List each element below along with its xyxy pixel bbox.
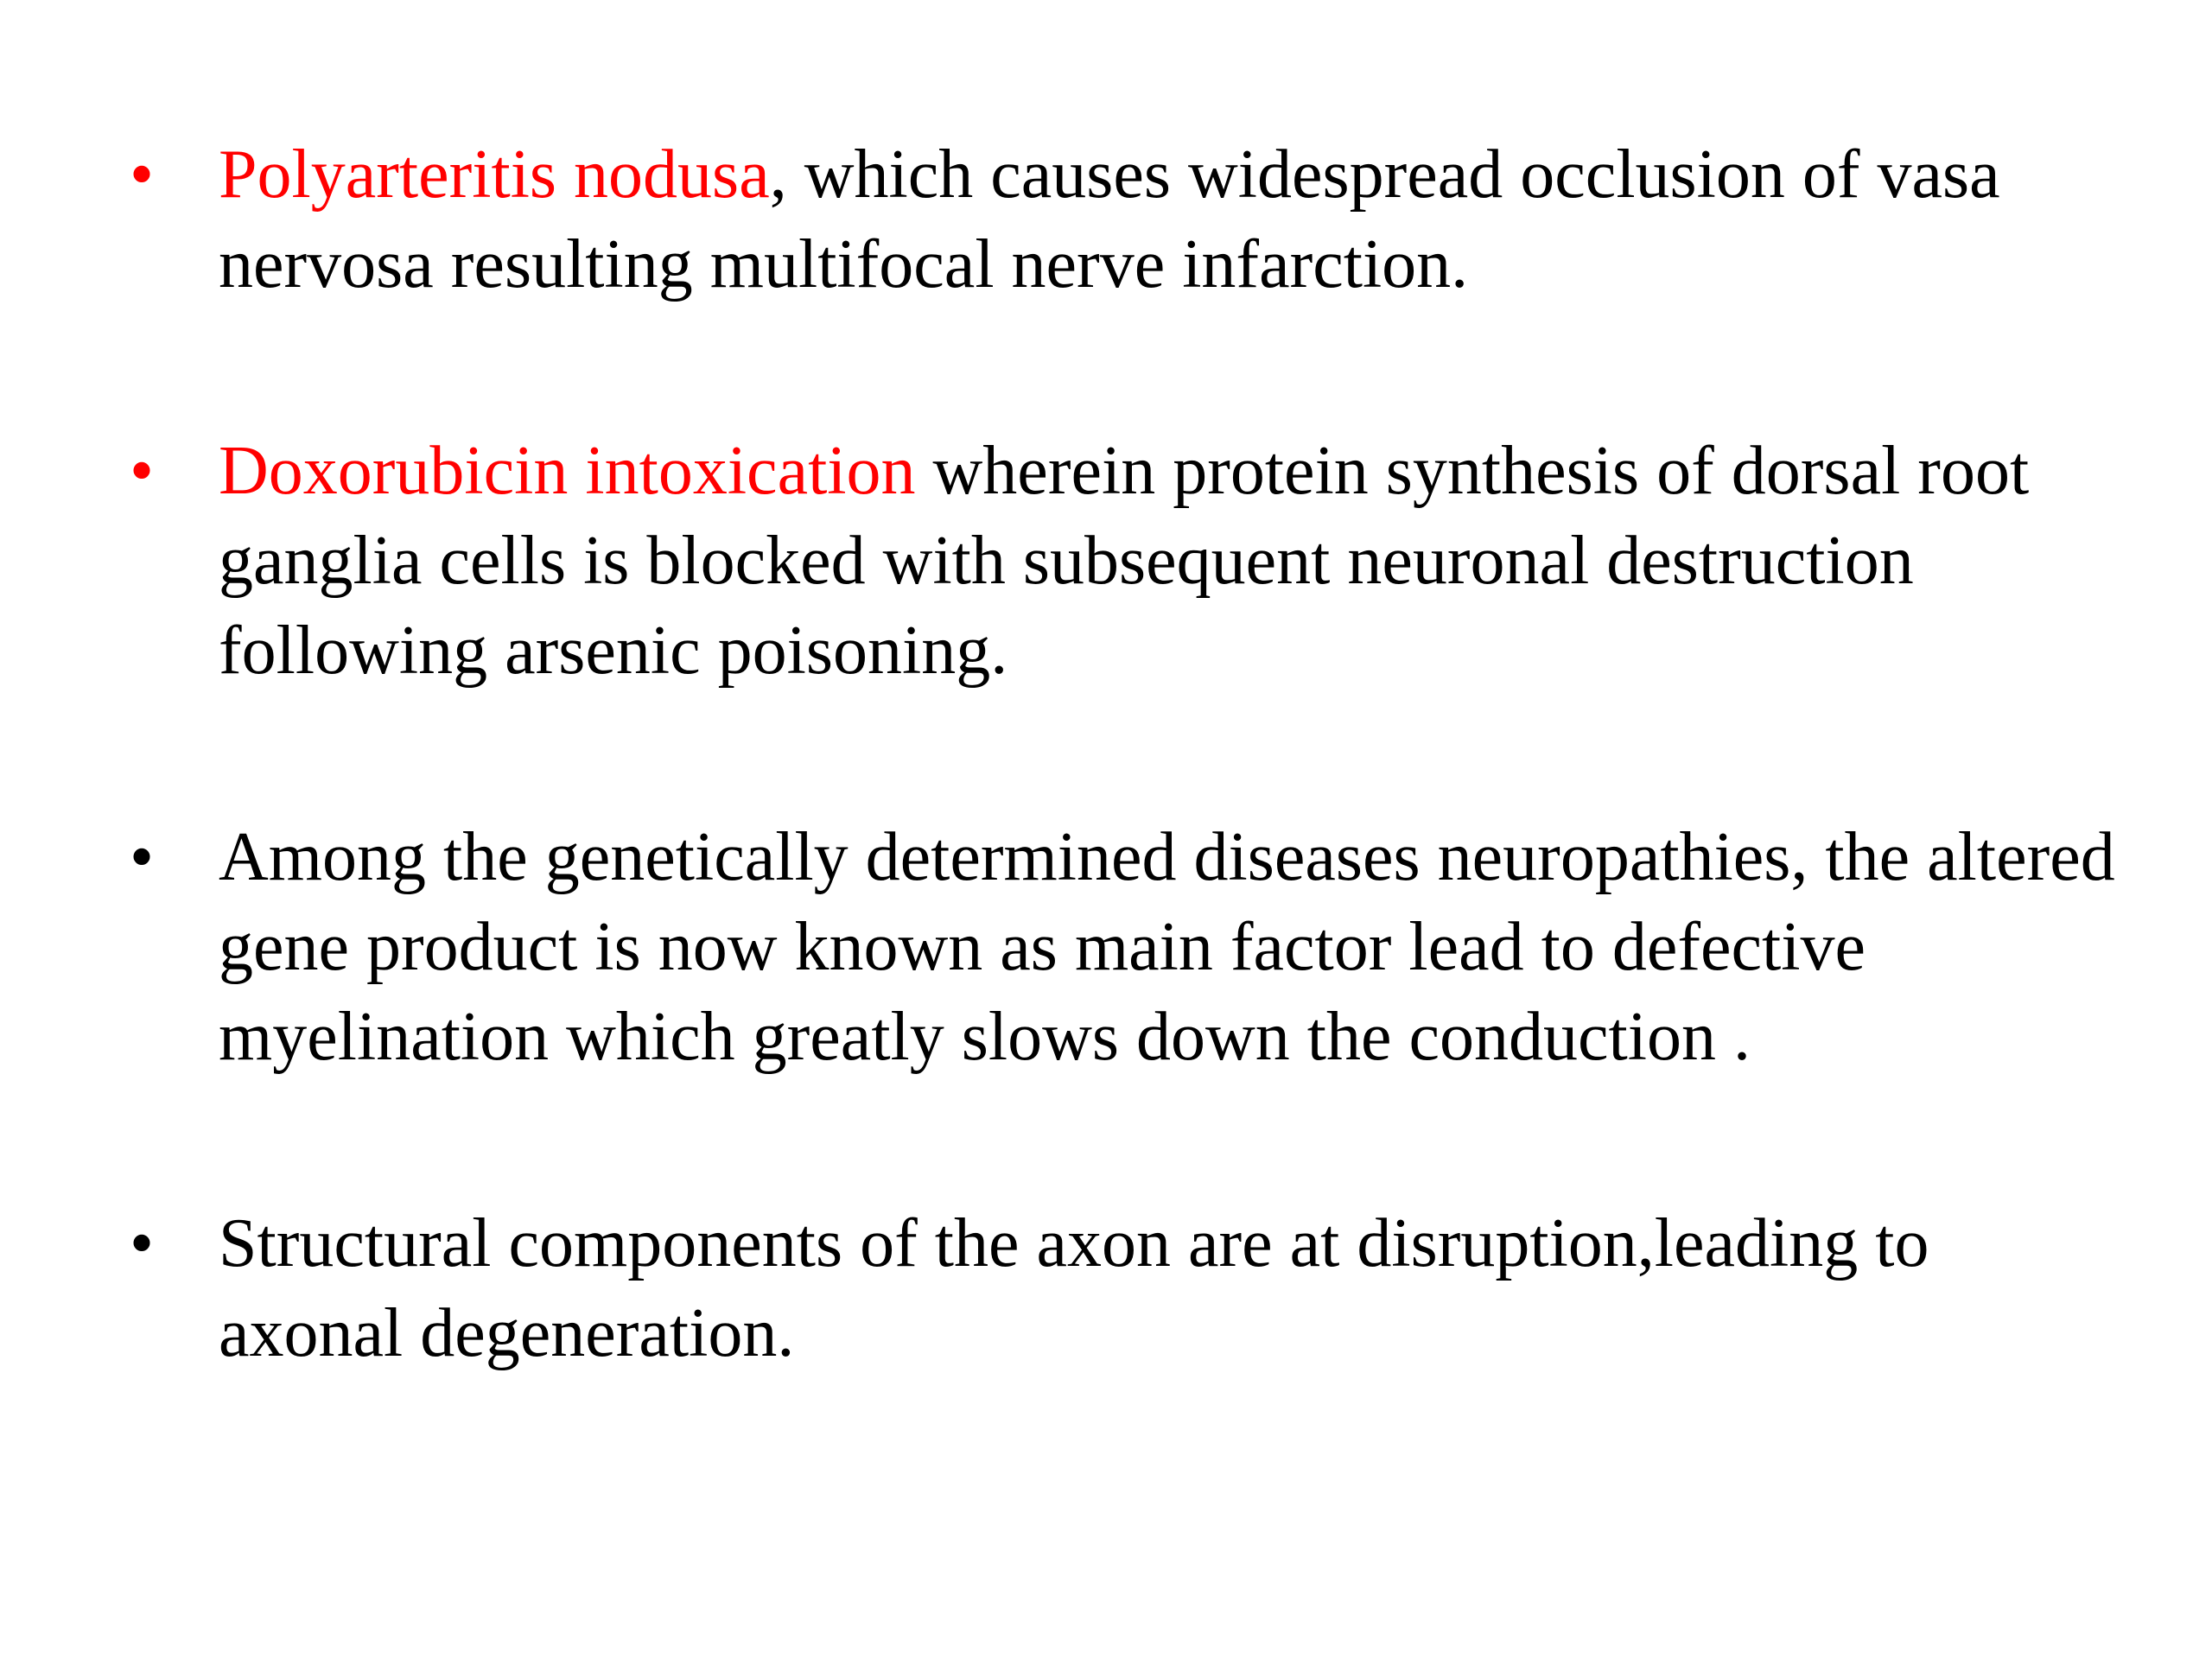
bullet-item-axonal-degeneration bbox=[130, 1198, 2117, 1378]
bullet-item-genetic-neuropathies bbox=[130, 812, 2117, 1082]
bullet-icon: • bbox=[130, 819, 155, 895]
bullet-text: Structural components of the axon are at disruption,leading to axonal degeneration. bbox=[219, 1205, 1929, 1371]
bullet-text: Among the genetically determined diseases neuropathies, the altered gene product is now known as main factor lead to defective myelination which greatly slows down the conduction . bbox=[219, 819, 2115, 1075]
bullet-icon: • bbox=[130, 137, 155, 213]
bullet-item-polyarteritis bbox=[130, 130, 2117, 309]
bullet-highlight-term: Doxorubicin intoxication bbox=[219, 433, 916, 509]
bullet-icon: • bbox=[130, 433, 155, 509]
bullet-text: , which causes widespread occlusion of vasa nervosa resulting multifocal nerve infarction. bbox=[219, 137, 2000, 302]
bullet-item-doxorubicin bbox=[130, 426, 2117, 696]
bullet-icon: • bbox=[130, 1205, 155, 1281]
bullet-list bbox=[130, 130, 2117, 1495]
bullet-highlight-term: Polyarteritis nodusa bbox=[219, 137, 770, 213]
bullet-text: wherein protein synthesis of dorsal root ganglia cells is blocked with subsequent neuronal destruction following arsenic poisoning. bbox=[219, 433, 2030, 689]
